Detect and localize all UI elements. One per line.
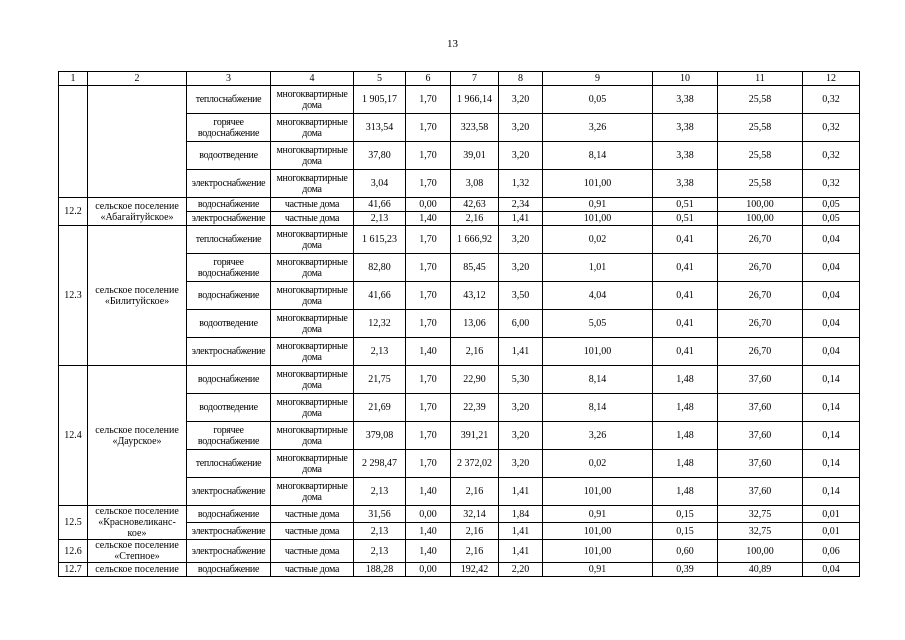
settlement-name: сельское поселение «Билитуйское»	[88, 226, 187, 366]
value-cell-c9: 0,91	[543, 563, 653, 577]
value-cell-c11: 25,58	[718, 170, 803, 198]
value-cell-c10: 0,15	[653, 523, 718, 540]
value-cell-c12: 0,04	[803, 338, 860, 366]
value-cell-c10: 1,48	[653, 450, 718, 478]
value-cell-c10: 1,48	[653, 478, 718, 506]
value-cell-c8: 5,30	[499, 366, 543, 394]
header-cell: 10	[653, 72, 718, 86]
value-cell-c12: 0,32	[803, 86, 860, 114]
value-cell-c12: 0,32	[803, 170, 860, 198]
value-cell-c11: 100,00	[718, 212, 803, 226]
header-cell: 5	[354, 72, 406, 86]
value-cell-c6: 0,00	[406, 506, 451, 523]
value-cell-c6: 1,40	[406, 338, 451, 366]
value-cell-c12: 0,01	[803, 523, 860, 540]
value-cell-c8: 3,20	[499, 86, 543, 114]
value-cell-c12: 0,32	[803, 142, 860, 170]
value-cell-c11: 32,75	[718, 523, 803, 540]
utility-type: водоотведение	[187, 394, 271, 422]
value-cell-c6: 1,70	[406, 170, 451, 198]
value-cell-c6: 1,70	[406, 254, 451, 282]
value-cell-c9: 101,00	[543, 338, 653, 366]
value-cell-c7: 2,16	[451, 212, 499, 226]
utility-type: электроснабжение	[187, 212, 271, 226]
utility-type: водоснабжение	[187, 366, 271, 394]
value-cell-c10: 0,41	[653, 338, 718, 366]
housing-type: многоквартирные дома	[271, 366, 354, 394]
housing-type: частные дома	[271, 212, 354, 226]
value-cell-c12: 0,06	[803, 540, 860, 563]
value-cell-c9: 0,91	[543, 198, 653, 212]
section-number: 12.6	[59, 540, 88, 563]
value-cell-c8: 6,00	[499, 310, 543, 338]
utility-type: горячее водоснабжение	[187, 254, 271, 282]
value-cell-c7: 192,42	[451, 563, 499, 577]
section-number: 12.4	[59, 366, 88, 506]
utility-type: теплоснабжение	[187, 226, 271, 254]
value-cell-c8: 1,41	[499, 212, 543, 226]
value-cell-c11: 37,60	[718, 422, 803, 450]
value-cell-c10: 0,41	[653, 226, 718, 254]
value-cell-c9: 8,14	[543, 366, 653, 394]
header-row	[59, 72, 860, 86]
housing-type: частные дома	[271, 563, 354, 577]
utility-type: водоснабжение	[187, 563, 271, 577]
value-cell-c12: 0,04	[803, 282, 860, 310]
value-cell-c10: 1,48	[653, 422, 718, 450]
utility-type: электроснабжение	[187, 170, 271, 198]
value-cell-c9: 101,00	[543, 170, 653, 198]
value-cell-c11: 37,60	[718, 450, 803, 478]
value-cell-c12: 0,14	[803, 478, 860, 506]
value-cell-c8: 3,20	[499, 422, 543, 450]
utility-type: водоотведение	[187, 142, 271, 170]
housing-type: многоквартирные дома	[271, 86, 354, 114]
section-number: 12.5	[59, 506, 88, 540]
value-cell-c5: 188,28	[354, 563, 406, 577]
value-cell-c12: 0,04	[803, 563, 860, 577]
value-cell-c7: 13,06	[451, 310, 499, 338]
value-cell-c10: 3,38	[653, 114, 718, 142]
value-cell-c8: 3,20	[499, 142, 543, 170]
value-cell-c7: 391,21	[451, 422, 499, 450]
value-cell-c9: 3,26	[543, 422, 653, 450]
value-cell-c5: 3,04	[354, 170, 406, 198]
value-cell-c5: 37,80	[354, 142, 406, 170]
value-cell-c5: 2 298,47	[354, 450, 406, 478]
value-cell-c8: 3,20	[499, 114, 543, 142]
value-cell-c12: 0,14	[803, 394, 860, 422]
section-number: 12.3	[59, 226, 88, 366]
value-cell-c8: 1,41	[499, 478, 543, 506]
value-cell-c10: 0,41	[653, 282, 718, 310]
value-cell-c6: 1,70	[406, 394, 451, 422]
value-cell-c12: 0,04	[803, 310, 860, 338]
housing-type: частные дома	[271, 540, 354, 563]
value-cell-c5: 2,13	[354, 212, 406, 226]
value-cell-c11: 37,60	[718, 478, 803, 506]
utility-type: водоснабжение	[187, 506, 271, 523]
value-cell-c5: 313,54	[354, 114, 406, 142]
housing-type: многоквартирные дома	[271, 338, 354, 366]
value-cell-c9: 101,00	[543, 540, 653, 563]
value-cell-c6: 1,70	[406, 450, 451, 478]
value-cell-c11: 26,70	[718, 282, 803, 310]
value-cell-c12: 0,14	[803, 450, 860, 478]
utility-type: электроснабжение	[187, 478, 271, 506]
value-cell-c9: 0,02	[543, 450, 653, 478]
utility-type: горячее водоснабжение	[187, 114, 271, 142]
housing-type: многоквартирные дома	[271, 170, 354, 198]
value-cell-c6: 1,70	[406, 366, 451, 394]
value-cell-c9: 101,00	[543, 212, 653, 226]
value-cell-c9: 0,02	[543, 226, 653, 254]
value-cell-c10: 0,41	[653, 310, 718, 338]
utility-type: водоснабжение	[187, 198, 271, 212]
value-cell-c6: 0,00	[406, 563, 451, 577]
header-cell: 12	[803, 72, 860, 86]
table-row	[59, 563, 860, 577]
value-cell-c12: 0,04	[803, 254, 860, 282]
value-cell-c11: 32,75	[718, 506, 803, 523]
header-cell: 6	[406, 72, 451, 86]
value-cell-c9: 5,05	[543, 310, 653, 338]
value-cell-c12: 0,14	[803, 366, 860, 394]
settlement-name: сельское поселение «Даурское»	[88, 366, 187, 506]
housing-type: частные дома	[271, 198, 354, 212]
value-cell-c7: 32,14	[451, 506, 499, 523]
value-cell-c11: 25,58	[718, 114, 803, 142]
value-cell-c11: 26,70	[718, 338, 803, 366]
value-cell-c9: 8,14	[543, 394, 653, 422]
value-cell-c11: 100,00	[718, 198, 803, 212]
value-cell-c10: 0,51	[653, 212, 718, 226]
value-cell-c8: 1,84	[499, 506, 543, 523]
page-number: 13	[447, 38, 458, 50]
value-cell-c5: 12,32	[354, 310, 406, 338]
value-cell-c8: 1,41	[499, 540, 543, 563]
value-cell-c6: 1,70	[406, 310, 451, 338]
value-cell-c10: 0,15	[653, 506, 718, 523]
table-row	[59, 366, 860, 394]
housing-type: многоквартирные дома	[271, 254, 354, 282]
value-cell-c10: 3,38	[653, 170, 718, 198]
header-cell: 11	[718, 72, 803, 86]
value-cell-c6: 1,40	[406, 540, 451, 563]
housing-type: многоквартирные дома	[271, 422, 354, 450]
value-cell-c11: 26,70	[718, 254, 803, 282]
header-cell: 9	[543, 72, 653, 86]
value-cell-c12: 0,01	[803, 506, 860, 523]
value-cell-c7: 3,08	[451, 170, 499, 198]
value-cell-c7: 2 372,02	[451, 450, 499, 478]
value-cell-c5: 2,13	[354, 540, 406, 563]
housing-type: многоквартирные дома	[271, 142, 354, 170]
value-cell-c9: 4,04	[543, 282, 653, 310]
value-cell-c5: 1 905,17	[354, 86, 406, 114]
value-cell-c7: 2,16	[451, 540, 499, 563]
settlement-name: сельское поселение	[88, 563, 187, 577]
value-cell-c8: 1,32	[499, 170, 543, 198]
value-cell-c5: 21,69	[354, 394, 406, 422]
value-cell-c9: 101,00	[543, 523, 653, 540]
utility-type: электроснабжение	[187, 523, 271, 540]
value-cell-c6: 1,40	[406, 523, 451, 540]
value-cell-c8: 1,41	[499, 338, 543, 366]
value-cell-c7: 39,01	[451, 142, 499, 170]
housing-type: многоквартирные дома	[271, 310, 354, 338]
value-cell-c7: 1 966,14	[451, 86, 499, 114]
value-cell-c6: 1,70	[406, 282, 451, 310]
value-cell-c5: 31,56	[354, 506, 406, 523]
value-cell-c10: 1,48	[653, 394, 718, 422]
settlement-name: сельское поселение «Красновеликанс-кое»	[88, 506, 187, 540]
utility-type: электроснабжение	[187, 540, 271, 563]
value-cell-c6: 1,70	[406, 86, 451, 114]
header-cell: 3	[187, 72, 271, 86]
value-cell-c10: 0,60	[653, 540, 718, 563]
value-cell-c11: 37,60	[718, 366, 803, 394]
value-cell-c7: 22,90	[451, 366, 499, 394]
value-cell-c11: 26,70	[718, 226, 803, 254]
utility-type: водоотведение	[187, 310, 271, 338]
settlement-name: сельское поселение «Абагайтуйское»	[88, 198, 187, 226]
header-cell: 7	[451, 72, 499, 86]
value-cell-c8: 1,41	[499, 523, 543, 540]
section-number: 12.2	[59, 198, 88, 226]
value-cell-c8: 3,20	[499, 394, 543, 422]
utility-type: теплоснабжение	[187, 450, 271, 478]
housing-type: частные дома	[271, 523, 354, 540]
value-cell-c6: 1,70	[406, 142, 451, 170]
section-number: 12.7	[59, 563, 88, 577]
value-cell-c7: 43,12	[451, 282, 499, 310]
value-cell-c7: 323,58	[451, 114, 499, 142]
housing-type: многоквартирные дома	[271, 282, 354, 310]
settlement-name: сельское поселение «Степное»	[88, 540, 187, 563]
value-cell-c12: 0,05	[803, 198, 860, 212]
value-cell-c6: 1,70	[406, 422, 451, 450]
value-cell-c5: 82,80	[354, 254, 406, 282]
value-cell-c5: 379,08	[354, 422, 406, 450]
value-cell-c5: 2,13	[354, 478, 406, 506]
housing-type: многоквартирные дома	[271, 394, 354, 422]
header-cell: 1	[59, 72, 88, 86]
value-cell-c8: 3,20	[499, 450, 543, 478]
value-cell-c10: 0,41	[653, 254, 718, 282]
value-cell-c9: 0,91	[543, 506, 653, 523]
housing-type: многоквартирные дома	[271, 478, 354, 506]
housing-type: многоквартирные дома	[271, 450, 354, 478]
utility-type: водоснабжение	[187, 282, 271, 310]
value-cell-c10: 0,39	[653, 563, 718, 577]
value-cell-c11: 25,58	[718, 142, 803, 170]
value-cell-c5: 1 615,23	[354, 226, 406, 254]
value-cell-c9: 101,00	[543, 478, 653, 506]
value-cell-c7: 42,63	[451, 198, 499, 212]
value-cell-c8: 2,20	[499, 563, 543, 577]
value-cell-c12: 0,04	[803, 226, 860, 254]
section-number	[59, 86, 88, 198]
value-cell-c6: 1,40	[406, 478, 451, 506]
value-cell-c9: 0,05	[543, 86, 653, 114]
value-cell-c5: 21,75	[354, 366, 406, 394]
housing-type: многоквартирные дома	[271, 226, 354, 254]
value-cell-c7: 1 666,92	[451, 226, 499, 254]
value-cell-c12: 0,05	[803, 212, 860, 226]
value-cell-c8: 3,20	[499, 226, 543, 254]
value-cell-c7: 22,39	[451, 394, 499, 422]
utility-type: теплоснабжение	[187, 86, 271, 114]
value-cell-c9: 8,14	[543, 142, 653, 170]
value-cell-c6: 1,40	[406, 212, 451, 226]
table-row	[59, 540, 860, 563]
value-cell-c8: 2,34	[499, 198, 543, 212]
table-row	[59, 226, 860, 254]
value-cell-c6: 0,00	[406, 198, 451, 212]
value-cell-c7: 2,16	[451, 338, 499, 366]
value-cell-c6: 1,70	[406, 114, 451, 142]
value-cell-c11: 40,89	[718, 563, 803, 577]
tariff-table	[58, 71, 860, 577]
value-cell-c7: 85,45	[451, 254, 499, 282]
value-cell-c5: 2,13	[354, 523, 406, 540]
value-cell-c8: 3,50	[499, 282, 543, 310]
value-cell-c7: 2,16	[451, 523, 499, 540]
table-row	[59, 86, 860, 114]
value-cell-c10: 0,51	[653, 198, 718, 212]
header-cell: 4	[271, 72, 354, 86]
table-row	[59, 506, 860, 523]
value-cell-c10: 3,38	[653, 86, 718, 114]
utility-type: электроснабжение	[187, 338, 271, 366]
table-row	[59, 198, 860, 212]
housing-type: частные дома	[271, 506, 354, 523]
value-cell-c11: 37,60	[718, 394, 803, 422]
value-cell-c10: 1,48	[653, 366, 718, 394]
value-cell-c9: 3,26	[543, 114, 653, 142]
value-cell-c11: 100,00	[718, 540, 803, 563]
value-cell-c9: 1,01	[543, 254, 653, 282]
value-cell-c7: 2,16	[451, 478, 499, 506]
value-cell-c12: 0,14	[803, 422, 860, 450]
value-cell-c10: 3,38	[653, 142, 718, 170]
header-cell: 2	[88, 72, 187, 86]
settlement-name	[88, 86, 187, 198]
value-cell-c6: 1,70	[406, 226, 451, 254]
value-cell-c11: 26,70	[718, 310, 803, 338]
value-cell-c8: 3,20	[499, 254, 543, 282]
header-cell: 8	[499, 72, 543, 86]
value-cell-c11: 25,58	[718, 86, 803, 114]
utility-type: горячее водоснабжение	[187, 422, 271, 450]
value-cell-c5: 41,66	[354, 198, 406, 212]
value-cell-c5: 2,13	[354, 338, 406, 366]
value-cell-c5: 41,66	[354, 282, 406, 310]
housing-type: многоквартирные дома	[271, 114, 354, 142]
value-cell-c12: 0,32	[803, 114, 860, 142]
